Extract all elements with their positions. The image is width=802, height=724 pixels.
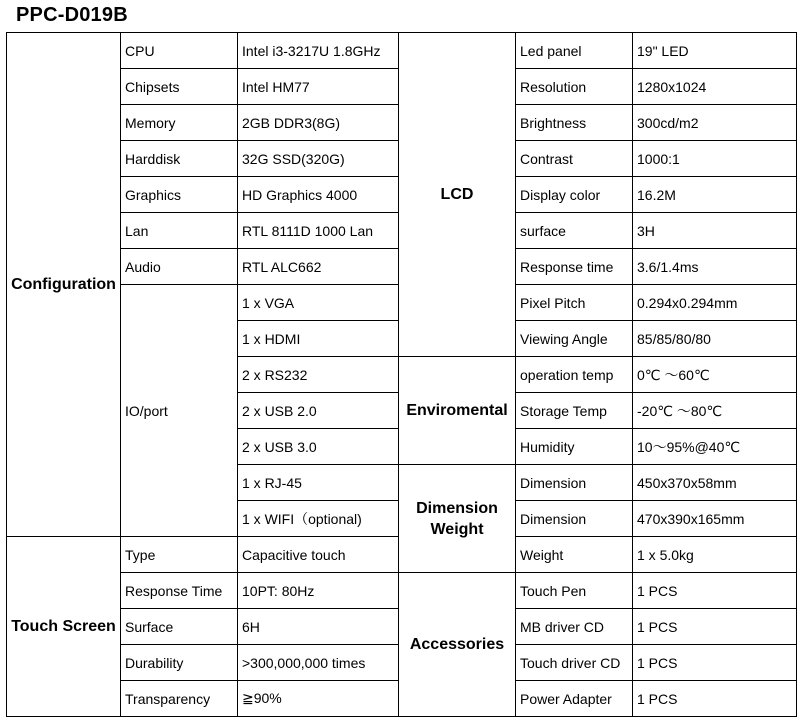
spec-value: 1 x HDMI [238,321,399,357]
spec-value: 3H [633,213,797,249]
table-row [7,573,797,609]
spec-value: 1 PCS [633,573,797,609]
spec-label-io-port: IO/port [121,285,238,537]
spec-label: Viewing Angle [516,321,633,357]
spec-value: RTL ALC662 [238,249,399,285]
spec-value: 1 PCS [633,609,797,645]
spec-label: Weight [516,537,633,573]
spec-label: surface [516,213,633,249]
spec-label: Resolution [516,69,633,105]
spec-value: 0℃ ～60℃ [633,357,797,393]
spec-label: Contrast [516,141,633,177]
table-row [7,33,797,69]
spec-value: >300,000,000 times [238,645,399,681]
spec-value: Intel HM77 [238,69,399,105]
spec-label: Transparency [121,681,238,717]
spec-value: 0.294x0.294mm [633,285,797,321]
group-accessories: Accessories [399,573,516,717]
spec-label: Storage Temp [516,393,633,429]
spec-value: 1 x WIFI（optional) [238,501,399,537]
spec-label: Pixel Pitch [516,285,633,321]
spec-label: Touch Pen [516,573,633,609]
spec-label: Touch driver CD [516,645,633,681]
spec-value: 2 x USB 2.0 [238,393,399,429]
spec-label: Surface [121,609,238,645]
spec-value: 2 x USB 3.0 [238,429,399,465]
spec-label: Harddisk [121,141,238,177]
spec-value: 300cd/m2 [633,105,797,141]
spec-value: 1000:1 [633,141,797,177]
spec-label: CPU [121,33,238,69]
spec-label: Response time [516,249,633,285]
spec-value: 1280x1024 [633,69,797,105]
spec-value: 1 PCS [633,645,797,681]
group-dimension-weight: Dimension Weight [399,465,516,573]
spec-value: RTL 8111D 1000 Lan [238,213,399,249]
spec-label: Audio [121,249,238,285]
spec-value: 1 x 5.0kg [633,537,797,573]
spec-value: 2 x RS232 [238,357,399,393]
spec-value: 19" LED [633,33,797,69]
spec-label: Type [121,537,238,573]
group-enviromental: Enviromental [399,357,516,465]
spec-value: 32G SSD(320G) [238,141,399,177]
spec-value: 3.6/1.4ms [633,249,797,285]
spec-label: Lan [121,213,238,249]
spec-label: Graphics [121,177,238,213]
spec-value: Capacitive touch [238,537,399,573]
spec-label: operation temp [516,357,633,393]
spec-label: Dimension [516,465,633,501]
spec-value: Intel i3-3217U 1.8GHz [238,33,399,69]
spec-label: Led panel [516,33,633,69]
spec-label: Memory [121,105,238,141]
spec-value: 6H [238,609,399,645]
spec-label: MB driver CD [516,609,633,645]
group-touch-screen: Touch Screen [7,537,121,717]
spec-value: 2GB DDR3(8G) [238,105,399,141]
spec-table [6,32,797,717]
spec-value: HD Graphics 4000 [238,177,399,213]
spec-label: Brightness [516,105,633,141]
spec-value: 16.2M [633,177,797,213]
spec-value: 10～95%@40℃ [633,429,797,465]
spec-value: 10PT: 80Hz [238,573,399,609]
spec-label: Power Adapter [516,681,633,717]
spec-value: 470x390x165mm [633,501,797,537]
spec-label: Humidity [516,429,633,465]
spec-label: Response Time [121,573,238,609]
spec-value: 450x370x58mm [633,465,797,501]
group-lcd: LCD [399,33,516,357]
page-title: PPC-D019B [16,4,128,26]
spec-value: ≧90% [238,681,399,717]
spec-value: 1 x VGA [238,285,399,321]
spec-label: Chipsets [121,69,238,105]
spec-value: -20℃ ～80℃ [633,393,797,429]
spec-label: Durability [121,645,238,681]
spec-label: Display color [516,177,633,213]
spec-value: 85/85/80/80 [633,321,797,357]
group-configuration: Configuration [7,33,121,537]
spec-label: Dimension [516,501,633,537]
spec-value: 1 x RJ-45 [238,465,399,501]
spec-value: 1 PCS [633,681,797,717]
